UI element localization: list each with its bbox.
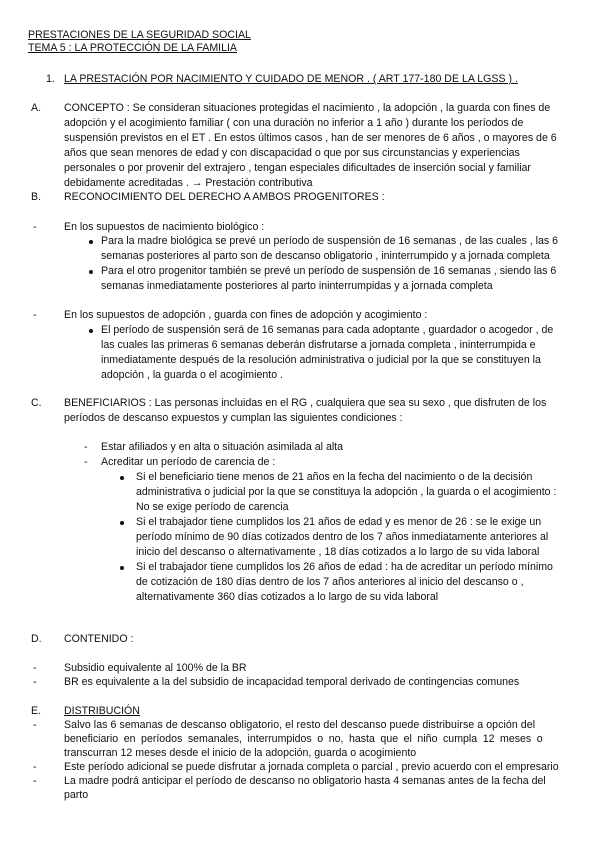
distribucion-line: Este período adicional se puede disfrutar a jornada completa o parcial , previo acuerdo con el empresario — [64, 761, 559, 773]
bullet-line: Si el trabajador tiene cumplidos los 26 años de edad : ha de acreditar un período mínimo — [136, 561, 553, 573]
dash-marker: - — [84, 456, 88, 468]
dash-marker: - — [33, 676, 37, 688]
dash-marker: - — [33, 719, 37, 731]
bullet-line: El período de suspensión será de 16 semanas para cada adoptante , guardador o acogedor , de — [101, 324, 554, 336]
distribucion-line: beneficiario en períodos semanales, interrumpidos o no, hasta que el niño cumpla 12 meses o — [64, 733, 543, 745]
bullet-marker — [120, 521, 124, 525]
dash-marker: - — [33, 775, 37, 787]
bullet-marker — [89, 270, 93, 274]
section-number: 1. — [46, 73, 55, 85]
beneficiarios-line: BENEFICIARIOS : Las personas incluidas en el RG , cualquiera que sea su sexo , que disfruten de los — [64, 397, 547, 409]
bullet-line: Para el otro progenitor también se prevé un período de suspensión de 16 semanas , siendo las 6 — [101, 265, 557, 277]
item-letter-b: B. — [31, 191, 42, 203]
bullet-line: Si el trabajador tiene cumplidos los 21 años de edad y es menor de 26 : se le exige un — [136, 516, 542, 528]
bullet-line: inicio del descanso o alternativamente , 18 días cotizados a lo largo de su vida laboral — [136, 546, 540, 558]
concepto-line: personales o por provenir del extrajero , tengan especiales dificultades de inserción social y familiar — [64, 162, 531, 174]
item-letter-c: C. — [31, 397, 42, 409]
bullet-line: de cotización de 180 días dentro de los 7 años anteriores al inicio del descanso o , — [136, 576, 524, 588]
item-letter-d: D. — [31, 633, 42, 645]
concepto-line: CONCEPTO : Se consideran situaciones protegidas el nacimiento , la adopción , la guarda con fines de — [64, 102, 551, 114]
bullet-marker — [120, 566, 124, 570]
dash-marker: - — [33, 761, 37, 773]
bullet-line: alternativamente 360 días cotizados a lo largo de su vida laboral — [136, 591, 439, 603]
bullet-line: Si el beneficiario tiene menos de 21 años en la fecha del nacimiento o de la decisión — [136, 471, 533, 483]
dash-marker: - — [33, 662, 37, 674]
distribucion-title: DISTRIBUCIÓN — [64, 705, 140, 717]
bullet-line: adopción , la guarda o el acogimiento . — [101, 369, 283, 381]
bullet-line: administrativa o judicial por la que se constituya la adopción , la guarda o el acogimiento : — [136, 486, 557, 498]
distribucion-line: parto — [64, 789, 89, 801]
dash-marker: - — [33, 309, 37, 321]
concepto-line: suspensión previstos en el ET . En estos últimos casos , han de ser menores de 6 años , o mayores de 6 — [64, 132, 557, 144]
bullet-line: No se exige período de carencia — [136, 501, 289, 513]
distribucion-line: La madre podrá anticipar el período de descanso no obligatorio hasta 4 semanas antes de la fecha del — [64, 775, 546, 787]
bullet-line: Para la madre biológica se prevé un período de suspensión de 16 semanas , de las cuales , las 6 — [101, 235, 558, 247]
dash-item-adopcion: En los supuestos de adopción , guarda con fines de adopción y acogimiento : — [64, 309, 428, 321]
dash-item-subsidio: Subsidio equivalente al 100% de la BR — [64, 662, 247, 674]
bullet-line: semanas inmediatamente posteriores al parto ininterrumpidas y a jornada completa — [101, 280, 493, 292]
item-letter-e: E. — [31, 705, 42, 717]
dash-item-nacimiento: En los supuestos de nacimiento biológico : — [64, 221, 265, 233]
bullet-line: período mínimo de 90 días cotizados dentro de los 7 años inmediatamente anteriores al — [136, 531, 549, 543]
document-title: PRESTACIONES DE LA SEGURIDAD SOCIAL — [28, 29, 251, 41]
item-letter-a: A. — [31, 102, 42, 114]
bullet-line: semanas posteriores al parto son de descanso obligatorio , ininterrumpido y a jornada completa — [101, 250, 550, 262]
distribucion-line: Salvo las 6 semanas de descanso obligatorio, el resto del descanso puede distribuirse a opción del — [64, 719, 536, 731]
bullet-line: inmediatamente después de la resolución administrativa o judicial por la que se constituyen la — [101, 354, 541, 366]
concepto-line: años que sean menores de edad y con discapacidad o que por sus circunstancias y experiencias — [64, 147, 520, 159]
dash-item-br: BR es equivalente a la del subsidio de incapacidad temporal derivado de contingencias comunes — [64, 676, 520, 688]
bullet-marker — [120, 476, 124, 480]
contenido-title: CONTENIDO : — [64, 633, 134, 645]
concepto-line: debidamente acreditadas . → Prestación contributiva — [64, 177, 313, 189]
document-subtitle: TEMA 5 : LA PROTECCIÓN DE LA FAMILIA — [28, 42, 237, 54]
bullet-line: las cuales las primeras 6 semanas deberán disfrutarse a jornada completa , ininterrumpida e — [101, 339, 536, 351]
beneficiarios-line: períodos de descanso expuestos y cumplan las siguientes condiciones : — [64, 412, 403, 424]
bullet-marker — [89, 240, 93, 244]
concepto-line: adopción y el acogimiento familiar ( con una duración no inferior a 1 año ) durante los períodos de — [64, 117, 524, 129]
dash-item-carencia: Acreditar un período de carencia de : — [101, 456, 276, 468]
dash-item-afiliados: Estar afiliados y en alta o situación asimilada al alta — [101, 441, 344, 453]
bullet-marker — [89, 329, 93, 333]
dash-marker: - — [84, 441, 88, 453]
distribucion-line: transcurran 12 meses desde el inicio de la adopción, guarda o acogimiento — [64, 747, 417, 759]
dash-marker: - — [33, 221, 37, 233]
reconocimiento-title: RECONOCIMIENTO DEL DERECHO A AMBOS PROGENITORES : — [64, 191, 385, 203]
section-title: LA PRESTACIÓN POR NACIMIENTO Y CUIDADO DE MENOR . ( ART 177-180 DE LA LGSS ) . — [64, 73, 518, 85]
